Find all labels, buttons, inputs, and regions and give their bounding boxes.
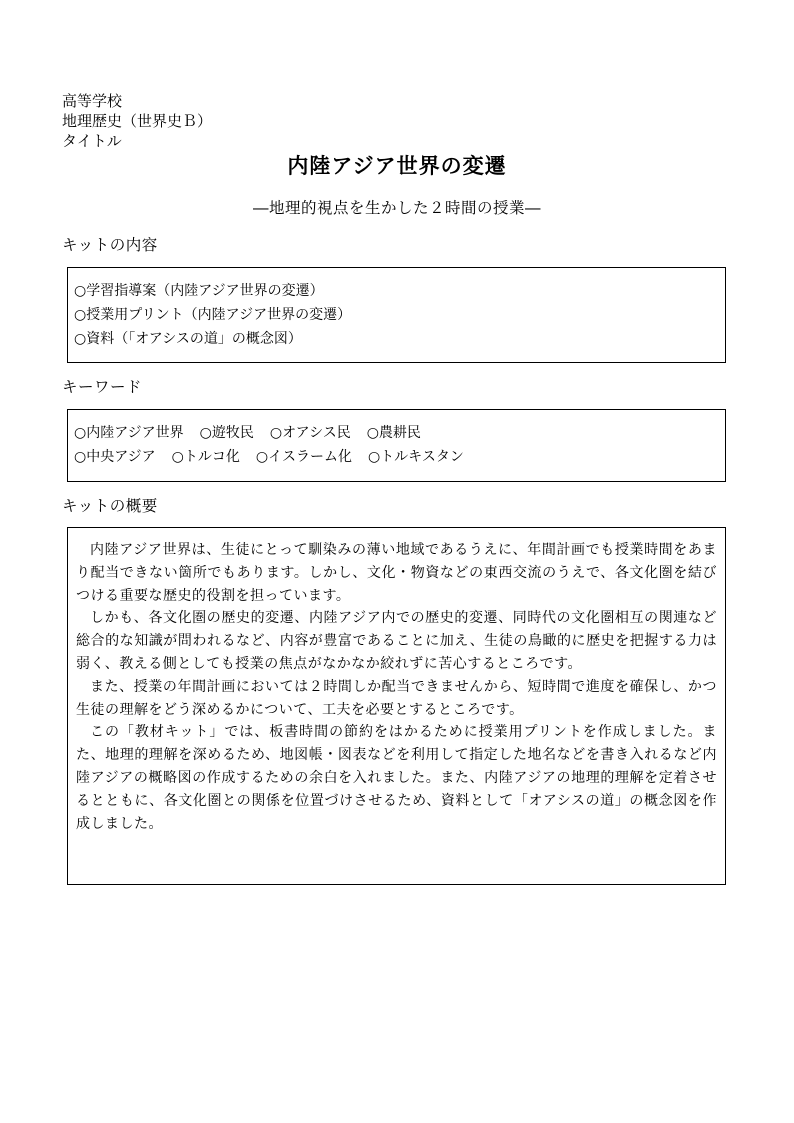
document-subtitle: ―地理的視点を生かした２時間の授業―: [252, 199, 541, 217]
school-level-text: 高等学校: [62, 92, 123, 110]
summary-paragraph: 内陸アジア世界は、生徒にとって馴染みの薄い地域であるうえに、年間計画でも授業時間をあまり配当できない箇所でもあります。しかし、文化・物資などの東西交流のうえで、各文化圏を結びつける重要な歴史的役割を担っています。: [76, 542, 717, 604]
kit-contents-heading: キットの内容: [62, 236, 158, 254]
document-title: 内陸アジア世界の変遷: [287, 154, 507, 178]
keyword-item: ○イスラーム化: [255, 449, 352, 465]
keyword-item: ○遊牧民: [199, 425, 254, 441]
keywords-heading: キーワード: [62, 378, 143, 396]
keyword-item: ○内陸アジア世界: [74, 425, 184, 441]
kit-contents-box: [67, 267, 726, 363]
keyword-item: ○農耕民: [366, 425, 421, 441]
keywords-row: [74, 445, 725, 469]
summary-heading: キットの概要: [62, 497, 158, 515]
summary-paragraph: この「教材キット」では、板書時間の節約をはかるために授業用プリントを作成しました。また、地理的理解を深めるため、地図帳・図表などを利用して指定した地名などを書き入れるなど内陸アジアの概略図の作成するための余白を入れました。また、内陸アジアの地理的理解を定着させるとともに、各文化圏との関係を位置づけさせるため、資料として「オアシスの道」の概念図を作成しました。: [76, 724, 717, 832]
keyword-item: ○オアシス民: [269, 425, 351, 441]
kit-contents-item: ○授業用プリント（内陸アジア世界の変遷）: [74, 307, 352, 323]
summary-paragraph: しかも、各文化圏の歴史的変遷、内陸アジア内での歴史的変遷、同時代の文化圏相互の関連など総合的な知識が問われるなど、内容が豊富であることに加え、生徒の鳥瞰的に歴史を把握する力は弱く、教える側としても授業の焦点がなかなか絞れずに苦心するところです。: [76, 610, 717, 672]
document-header: [62, 91, 212, 151]
title-label-text: タイトル: [62, 132, 122, 150]
keyword-item: ○トルコ化: [171, 449, 240, 465]
summary-box: [67, 527, 726, 885]
summary-paragraph: また、授業の年間計画においては２時間しか配当できませんから、短時間で進度を確保し、かつ生徒の理解をどう深めるかについて、工夫を必要とするところです。: [76, 678, 717, 718]
keyword-item: ○中央アジア: [74, 449, 156, 465]
kit-contents-item: ○資料（「オアシスの道」の概念図）: [74, 331, 302, 347]
subject-text: 地理歴史（世界史Ｂ）: [62, 112, 213, 130]
keywords-box: [67, 409, 726, 482]
kit-contents-item: ○学習指導案（内陸アジア世界の変遷）: [74, 283, 324, 299]
keywords-row: [74, 421, 725, 445]
keyword-item: ○トルキスタン: [367, 449, 464, 465]
